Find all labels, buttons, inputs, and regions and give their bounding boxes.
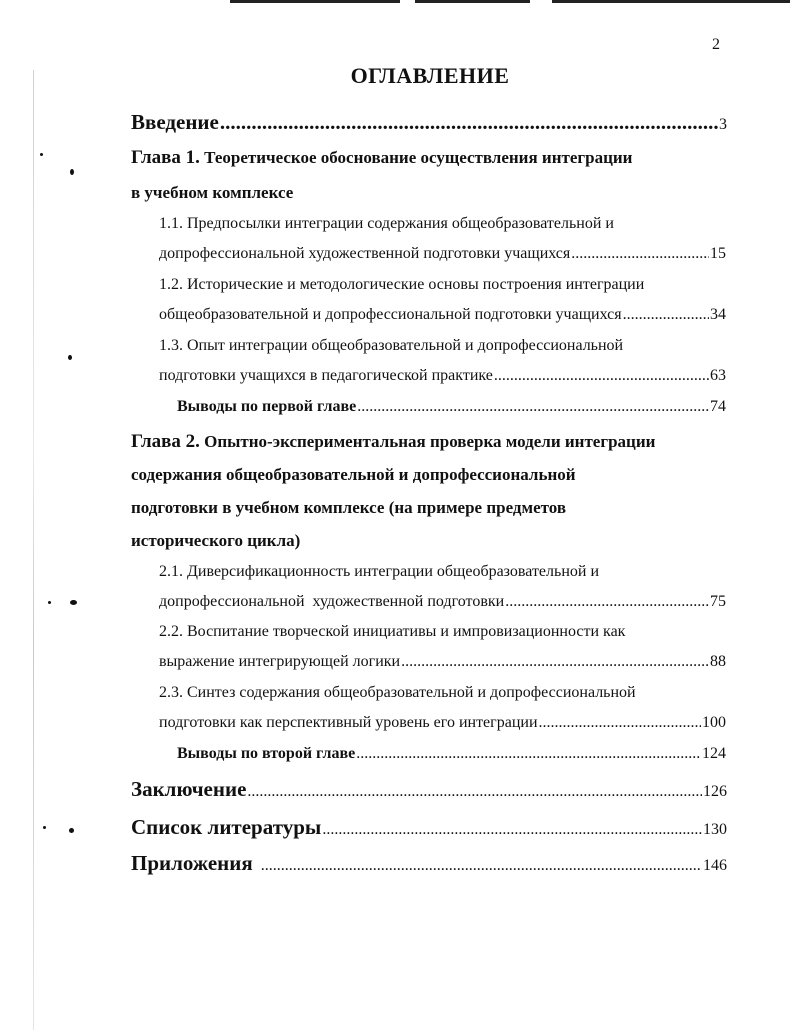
toc-entry-chapter-2-conclusion[interactable] (177, 745, 726, 763)
scan-speck (70, 169, 74, 175)
entry-label: Выводы по второй главе (177, 745, 356, 762)
dot-leader (401, 653, 709, 671)
scan-edge-top (230, 0, 790, 3)
scan-speck (43, 826, 46, 829)
toc-entry-section-1-3[interactable] (159, 367, 726, 385)
entry-page: 124 (702, 745, 726, 762)
toc-entry-chapter-1-conclusion[interactable] (177, 398, 726, 416)
dot-leader (505, 593, 709, 611)
dot-leader (356, 745, 701, 763)
scan-speck (48, 601, 51, 604)
entry-label: общеобразовательной и допрофессиональной подготовки учащихся (159, 306, 622, 323)
toc-entry-section-2-2[interactable] (159, 653, 726, 671)
section-2-1-line1: 2.1. Диверсификационность интеграции общеобразовательной и (159, 563, 599, 580)
entry-label: допрофессиональной художественной подготовки учащихся (159, 245, 571, 262)
entry-page: 63 (710, 367, 726, 384)
scan-speck (69, 828, 74, 833)
toc-entry-introduction[interactable] (131, 110, 727, 135)
chapter-2-title-cont: подготовки в учебном комплексе (на примере предметов (131, 498, 566, 517)
chapter-number: Глава 1. (131, 147, 200, 168)
chapter-title-line: Опытно-экспериментальная проверка модели интеграции (204, 432, 656, 451)
section-1-3-line1: 1.3. Опыт интеграции общеобразовательной и допрофессиональной (159, 337, 624, 354)
scan-speck (68, 355, 72, 360)
chapter-1-title[interactable] (131, 147, 632, 169)
toc-entry-appendices[interactable] (131, 851, 727, 876)
section-2-2-line1: 2.2. Воспитание творческой инициативы и импровизационности как (159, 623, 626, 640)
toc-entry-conclusion[interactable] (131, 777, 727, 802)
entry-page: 126 (703, 783, 727, 800)
entry-label: допрофессиональной художественной подготовки (159, 593, 505, 610)
entry-page: 3 (719, 116, 727, 133)
dot-leader (539, 714, 701, 732)
chapter-number: Глава 2. (131, 431, 200, 452)
chapter-title-line: Теоретическое обоснование осуществления интеграции (204, 148, 633, 167)
toc-entry-section-2-1[interactable] (159, 593, 726, 611)
section-1-1-line1: 1.1. Предпосылки интеграции содержания общеобразовательной и (159, 215, 614, 232)
chapter-1-title-cont: в учебном комплексе (131, 183, 294, 202)
entry-label: Приложения (131, 851, 253, 875)
entry-page: 88 (710, 653, 726, 670)
chapter-2-title-cont: исторического цикла) (131, 531, 301, 550)
scan-speck (70, 600, 77, 605)
toc-entry-references[interactable] (131, 815, 727, 840)
page-number: 2 (712, 36, 720, 53)
entry-page: 74 (710, 398, 726, 415)
entry-label: выражение интегрирующей логики (159, 653, 401, 670)
toc-entry-section-1-1[interactable] (159, 245, 726, 263)
entry-page: 146 (703, 857, 727, 874)
scan-speck (40, 153, 43, 156)
section-1-2-line1: 1.2. Исторические и методологические основы построения интеграции (159, 276, 645, 293)
entry-page: 75 (710, 593, 726, 610)
section-2-3-line1: 2.3. Синтез содержания общеобразовательной и допрофессиональной (159, 684, 636, 701)
toc-title: ОГЛАВЛЕНИЕ (350, 63, 510, 88)
entry-label: подготовки учащихся в педагогической практике (159, 367, 493, 384)
dot-leader (357, 398, 709, 416)
entry-page: 34 (710, 306, 726, 323)
chapter-2-title-cont: содержания общеобразовательной и допрофессиональной (131, 465, 576, 484)
entry-label: Заключение (131, 777, 247, 801)
dot-leader (261, 857, 702, 875)
dot-leader (322, 821, 702, 839)
entry-label: подготовки как перспективный уровень его интеграции (159, 714, 538, 731)
toc-entry-section-1-2[interactable] (159, 306, 726, 324)
chapter-2-title[interactable] (131, 431, 655, 453)
dot-leader (247, 783, 702, 801)
scan-edge-left (33, 70, 34, 1030)
entry-page: 130 (703, 821, 727, 838)
dot-leader (623, 306, 709, 324)
dot-leader (571, 245, 709, 263)
entry-label: Введение (131, 110, 219, 134)
toc-entry-section-2-3[interactable] (159, 714, 726, 732)
dot-leader (494, 367, 709, 385)
entry-label: Список литературы (131, 815, 322, 839)
entry-label: Выводы по первой главе (177, 398, 357, 415)
dot-leader (220, 110, 718, 135)
entry-page: 100 (702, 714, 726, 731)
entry-page: 15 (710, 245, 726, 262)
